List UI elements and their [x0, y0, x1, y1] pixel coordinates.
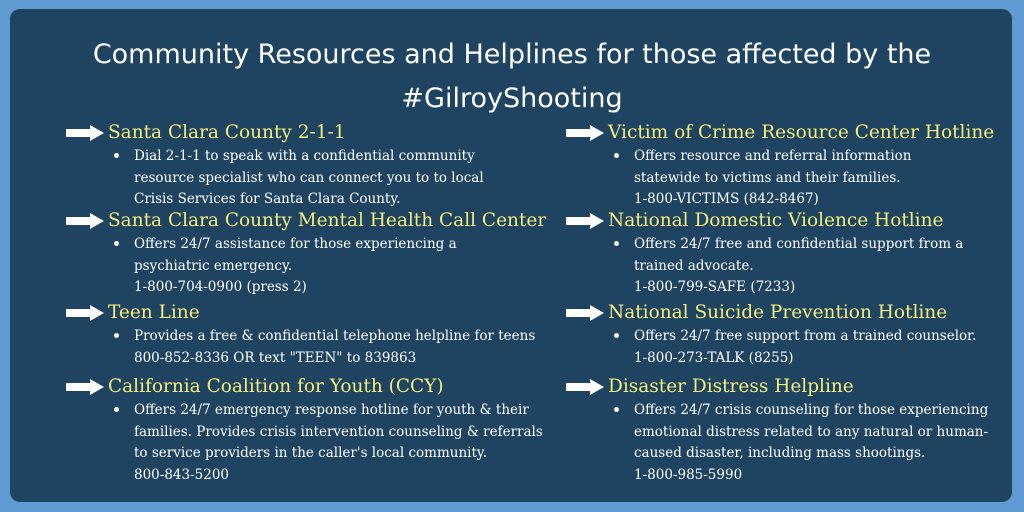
right-arrow-icon	[566, 305, 604, 321]
right-arrow-icon	[66, 213, 104, 229]
resource-heading: Victim of Crime Resource Center Hotline	[608, 122, 995, 143]
right-arrow-icon	[566, 213, 604, 229]
right-arrow-icon	[566, 125, 604, 141]
resource-description: Provides a free & confidential telephone helpline for teens 800-852-8336 OR text "TEEN" to 839863	[134, 328, 536, 366]
bullet-icon	[114, 241, 119, 246]
resource-heading: Disaster Distress Helpline	[608, 376, 854, 397]
right-arrow-icon	[66, 125, 104, 141]
right-arrow-icon	[66, 379, 104, 395]
resource-heading: Santa Clara County Mental Health Call Center	[108, 210, 547, 231]
resource-santa-clara-211	[66, 121, 484, 211]
resource-heading: Teen Line	[108, 302, 200, 323]
resource-disaster-distress-helpline	[566, 375, 988, 486]
right-arrow-icon	[66, 305, 104, 321]
bullet-icon	[614, 153, 619, 158]
bullet-icon	[614, 407, 619, 412]
bullet-icon	[614, 241, 619, 246]
resource-california-coalition-youth	[66, 375, 543, 486]
resource-description: Offers resource and referral information statewide to victims and their families. 1-800-VICTIMS (842-8467)	[634, 148, 912, 207]
bullet-icon	[114, 333, 119, 338]
resource-heading: National Suicide Prevention Hotline	[608, 302, 948, 323]
resource-heading: Santa Clara County 2-1-1	[108, 122, 346, 143]
resource-mental-health-call-center	[66, 209, 547, 299]
bullet-icon	[114, 153, 119, 158]
resource-description: Offers 24/7 free and confidential support from a trained advocate. 1-800-799-SAFE (7233)	[634, 236, 964, 295]
resource-description: Offers 24/7 emergency response hotline for youth & their families. Provides crisis intervention counseling & referrals to service providers in the caller's local community. 800-843-5200	[134, 402, 543, 483]
bullet-icon	[114, 407, 119, 412]
resource-heading: National Domestic Violence Hotline	[608, 210, 944, 231]
bullet-icon	[614, 333, 619, 338]
title-line-1: Community Resources and Helplines for those affected by the	[92, 39, 932, 70]
resource-description: Offers 24/7 crisis counseling for those experiencing emotional distress related to any natural or human- caused disaster, including mass shootings. 1-800-985-5990	[634, 402, 989, 483]
resource-domestic-violence-hotline	[566, 209, 963, 299]
resource-description: Offers 24/7 assistance for those experiencing a psychiatric emergency. 1-800-704-0900 (press 2)	[134, 236, 457, 295]
resource-suicide-prevention-hotline	[566, 301, 976, 369]
resource-description: Dial 2-1-1 to speak with a confidential community resource specialist who can connect you to to local Crisis Services for Santa Clara County.	[134, 148, 484, 207]
resource-teen-line	[66, 301, 535, 369]
right-arrow-icon	[566, 379, 604, 395]
resource-victim-of-crime-hotline	[566, 121, 995, 211]
resource-heading: California Coalition for Youth (CCY)	[108, 376, 444, 397]
title-line-2: #GilroyShooting	[401, 83, 623, 114]
resource-description: Offers 24/7 free support from a trained counselor. 1-800-273-TALK (8255)	[634, 328, 977, 366]
page-title	[0, 33, 1024, 121]
